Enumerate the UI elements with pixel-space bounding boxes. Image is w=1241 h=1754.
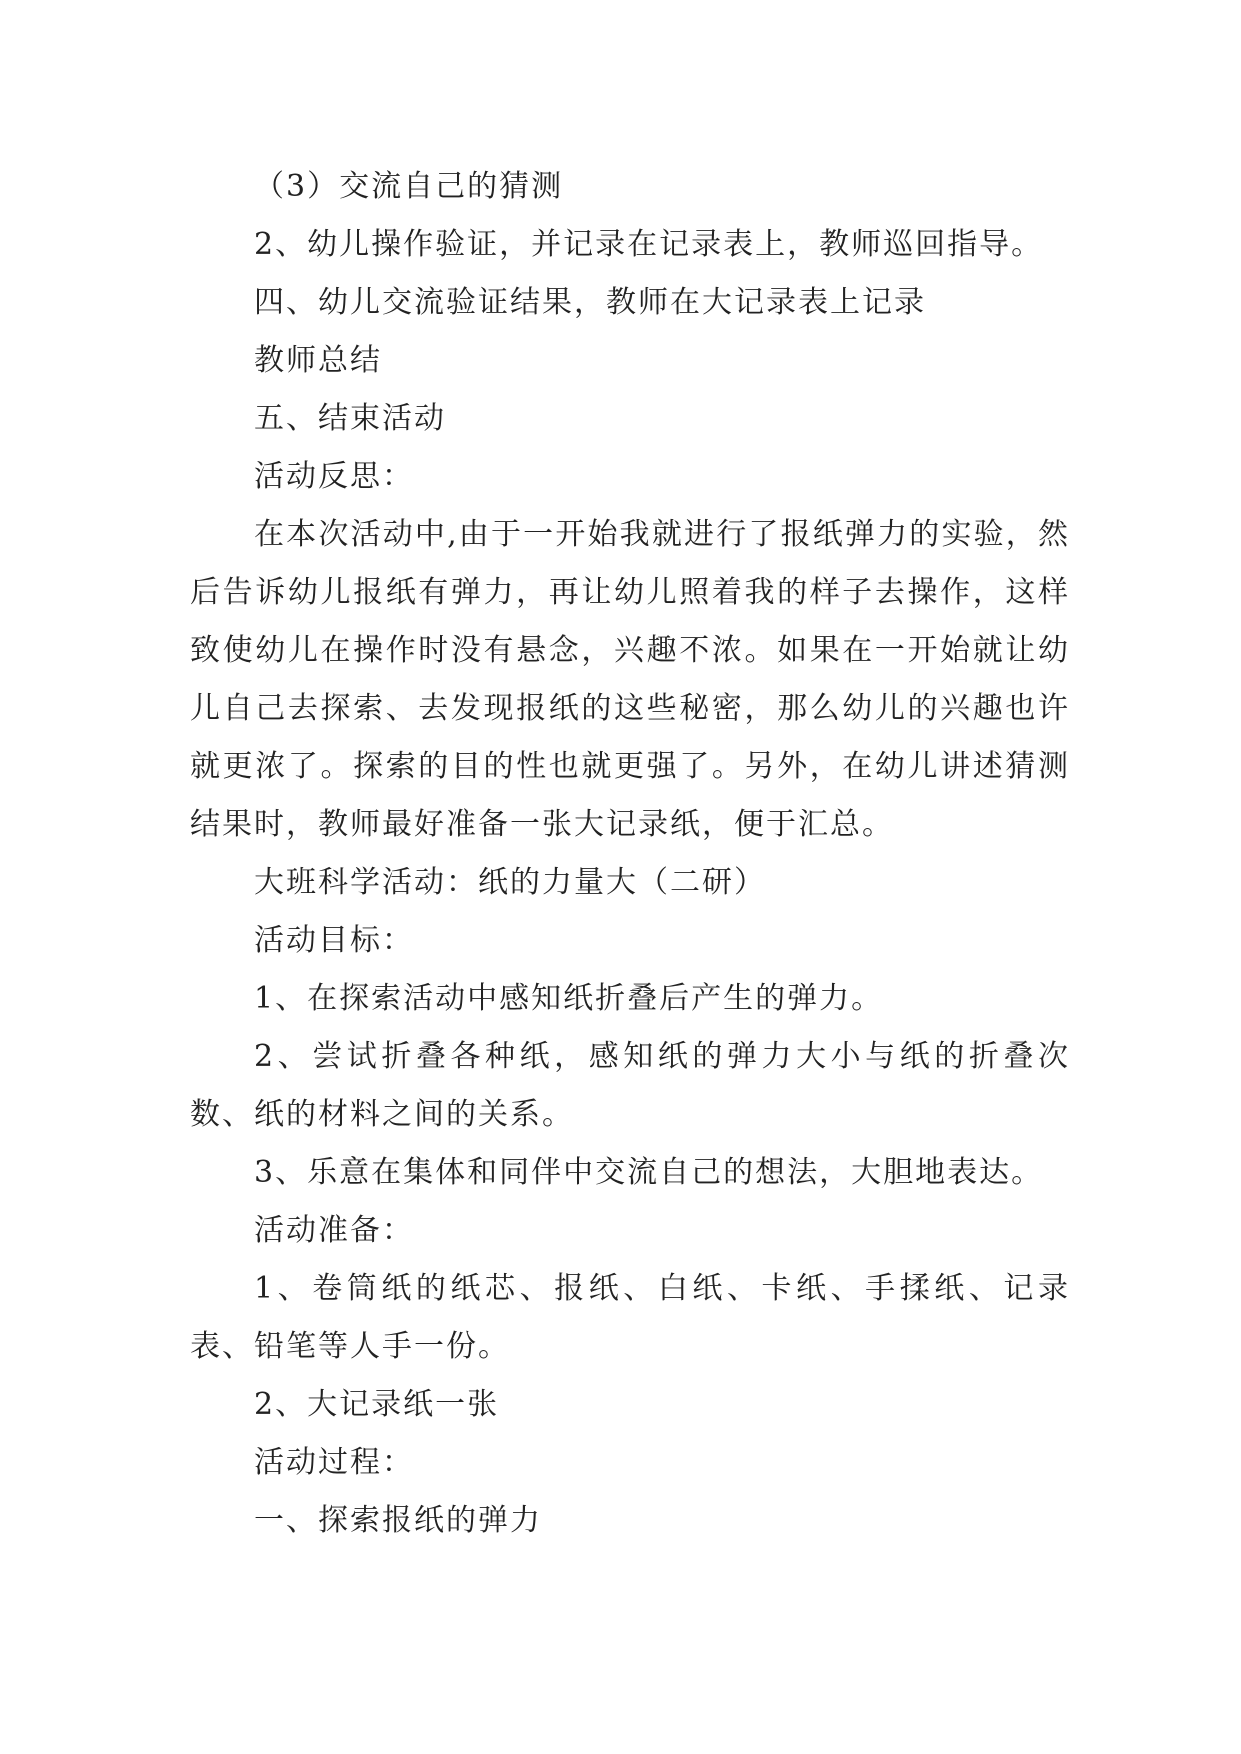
section-heading: 活动反思： xyxy=(254,459,414,494)
list-item: 2、大记录纸一张 xyxy=(254,1387,500,1422)
document-body xyxy=(190,158,1070,1550)
paragraph: （3）交流自己的猜测 xyxy=(254,169,564,204)
paragraph: 五、结束活动 xyxy=(254,401,446,436)
list-item: 1、卷筒纸的纸芯、报纸、白纸、卡纸、手揉纸、记录表、铅笔等人手一份。 xyxy=(190,1271,1070,1364)
list-item: 2、尝试折叠各种纸，感知纸的弹力大小与纸的折叠次数、纸的材料之间的关系。 xyxy=(190,1039,1070,1132)
section-heading: 活动过程： xyxy=(254,1445,414,1480)
list-item: 1、在探索活动中感知纸折叠后产生的弹力。 xyxy=(254,981,884,1016)
activity-title: 大班科学活动：纸的力量大（二研） xyxy=(254,865,766,900)
paragraph: 2、幼儿操作验证，并记录在记录表上，教师巡回指导。 xyxy=(254,227,1044,262)
list-item: 3、乐意在集体和同伴中交流自己的想法，大胆地表达。 xyxy=(254,1155,1044,1190)
paragraph: 在本次活动中,由于一开始我就进行了报纸弹力的实验，然后告诉幼儿报纸有弹力，再让幼儿照着我的样子去操作，这样致使幼儿在操作时没有悬念，兴趣不浓。如果在一开始就让幼儿自己去探索、去发现报纸的这些秘密，那么幼儿的兴趣也许就更浓了。探索的目的性也就更强了。另外，在幼儿讲述猜测结果时，教师最好准备一张大记录纸，便于汇总。 xyxy=(190,517,1070,842)
paragraph: 四、幼儿交流验证结果，教师在大记录表上记录 xyxy=(254,285,926,320)
paragraph: 教师总结 xyxy=(254,343,382,378)
paragraph: 一、探索报纸的弹力 xyxy=(254,1503,542,1538)
section-heading: 活动目标： xyxy=(254,923,414,958)
section-heading: 活动准备： xyxy=(254,1213,414,1248)
